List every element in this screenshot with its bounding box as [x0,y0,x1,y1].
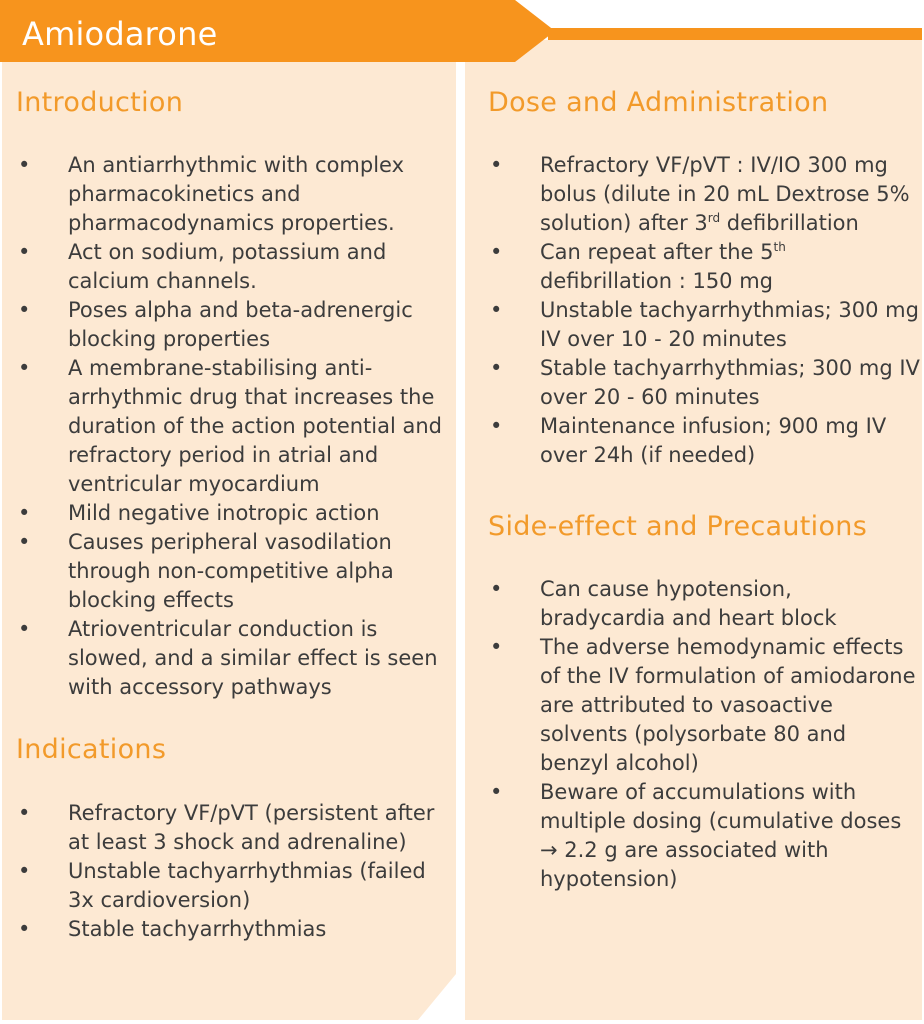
list-item: • Atrioventricular conduction is slowed, and a similar effect is seen with accessory pathways [16,615,446,702]
list-item: • Maintenance infusion; 900 mg IV over 24h (if needed) [488,412,920,470]
list-item: • Mild negative inotropic action [16,499,446,528]
list-item-text: Refractory VF/pVT : IV/IO 300 mg bolus (dilute in 20 mL Dextrose 5% solution) after 3 [540,153,910,235]
list-item: • Unstable tachyarrhythmias (failed 3x cardioversion) [16,857,446,915]
list-item: • Can cause hypotension, bradycardia and heart block [488,575,920,633]
list-item [488,151,920,238]
introduction-list [16,151,446,702]
side-effects-heading: Side-effect and Precautions [488,511,868,542]
list-item: • The adverse hemodynamic effects of the IV formulation of amiodarone are attributed to vasoactive solvents (polysorbate 80 and benzyl alcohol) [488,633,920,778]
list-item: • Beware of accumulations with multiple dosing (cumulative doses → 2.2 g are associated with hypotension) [488,778,920,894]
dose-heading: Dose and Administration [488,87,829,118]
page-title: Amiodarone [22,15,218,53]
dose-list [488,151,920,470]
list-item-text: defibrillation : 150 mg [540,269,774,293]
side-effects-list [488,575,920,894]
list-item: • An antiarrhythmic with complex pharmacokinetics and pharmacodynamics properties. [16,151,446,238]
list-item: • Poses alpha and beta-adrenergic blocking properties [16,296,446,354]
list-item: • Stable tachyarrhythmias; 300 mg IV over 20 - 60 minutes [488,354,920,412]
introduction-heading: Introduction [16,87,184,118]
superscript: th [773,240,786,254]
header-banner [0,0,924,62]
list-item: • Causes peripheral vasodilation through non-competitive alpha blocking effects [16,528,446,615]
list-item: • Act on sodium, potassium and calcium channels. [16,238,446,296]
superscript: rd [707,211,721,225]
list-item [488,238,920,296]
list-item-text: defibrillation [720,211,859,235]
indications-list [16,799,446,944]
list-item: • Refractory VF/pVT (persistent after at least 3 shock and adrenaline) [16,799,446,857]
list-item: • Unstable tachyarrhythmias; 300 mg IV over 10 - 20 minutes [488,296,920,354]
indications-heading: Indications [16,734,167,765]
list-item: • Stable tachyarrhythmias [16,915,446,944]
list-item-text: Can repeat after the 5 [540,240,774,264]
list-item: • A membrane-stabilising anti-arrhythmic drug that increases the duration of the action potential and refractory period in atrial and ventricular myocardium [16,354,446,499]
